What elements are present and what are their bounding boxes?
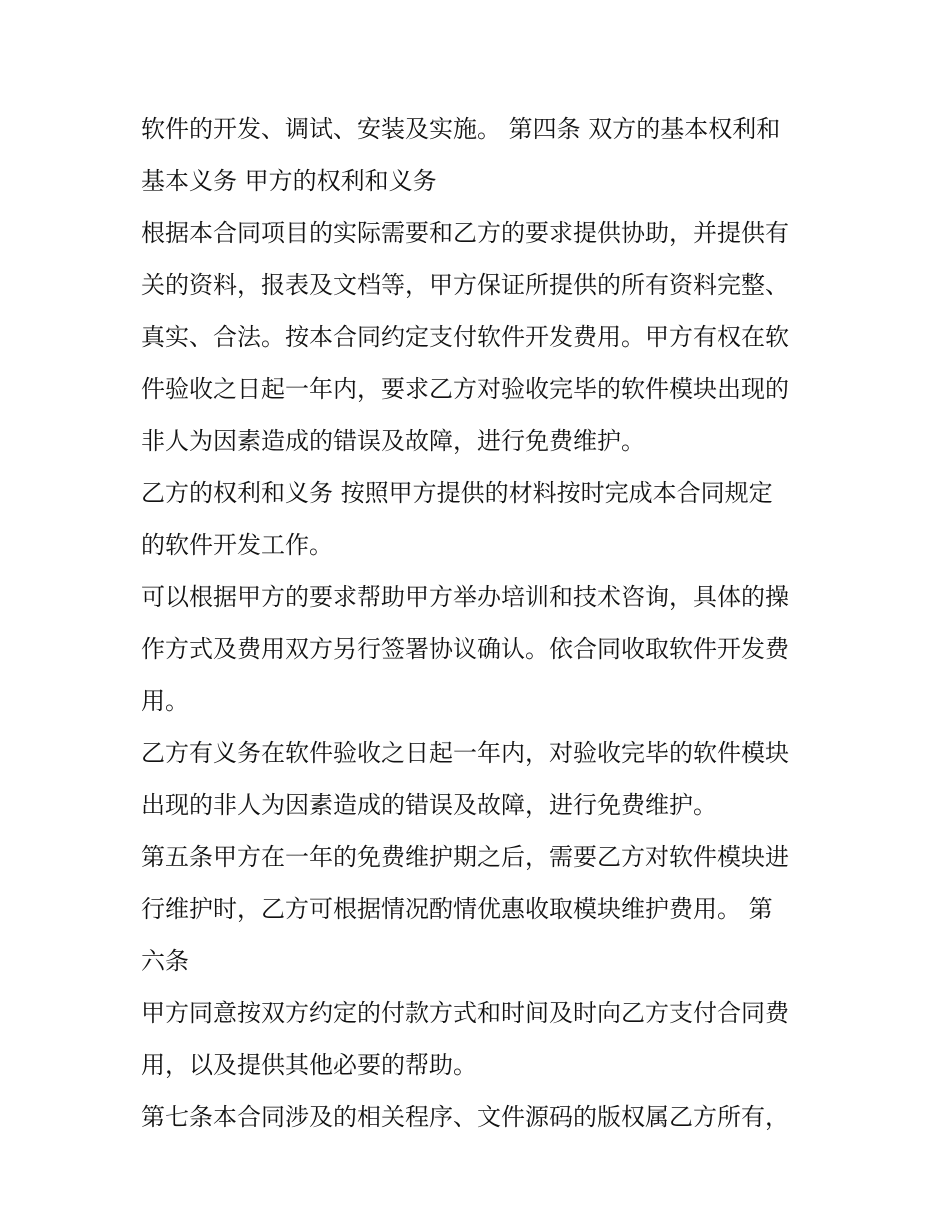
paragraph-4: [141, 571, 821, 727]
text-line: 根据本合同项目的实际需要和乙方的要求提供协助，并提供有: [141, 219, 789, 247]
text-line: 第七条本合同涉及的相关程序、文件源码的版权属乙方所有，: [141, 1103, 789, 1131]
paragraph-2: [141, 207, 821, 467]
text-line: 第五条甲方在一年的免费维护期之后，需要乙方对软件模块进: [141, 843, 789, 871]
text-line: 用。: [141, 687, 189, 715]
text-line: 件验收之日起一年内，要求乙方对验收完毕的软件模块出现的: [141, 375, 789, 403]
text-line: 关的资料，报表及文档等，甲方保证所提供的所有资料完整、: [141, 271, 789, 299]
paragraph-7: [141, 987, 821, 1091]
text-line: 甲方同意按双方约定的付款方式和时间及时向乙方支付合同费: [141, 999, 789, 1027]
text-line: 软件的开发、调试、安装及实施。 第四条 双方的基本权利和: [141, 115, 781, 143]
text-line: 基本义务 甲方的权利和义务: [141, 167, 437, 195]
text-line: 的软件开发工作。: [141, 531, 333, 559]
text-line: 可以根据甲方的要求帮助甲方举办培训和技术咨询，具体的操: [141, 583, 789, 611]
paragraph-8: [141, 1091, 821, 1143]
text-line: 六条: [141, 947, 189, 975]
paragraph-5: [141, 727, 821, 831]
text-line: 乙方有义务在软件验收之日起一年内，对验收完毕的软件模块: [141, 739, 789, 767]
document-body: [141, 103, 821, 1143]
text-line: 非人为因素造成的错误及故障，进行免费维护。: [141, 427, 645, 455]
text-line: 乙方的权利和义务 按照甲方提供的材料按时完成本合同规定: [141, 479, 773, 507]
paragraph-3: [141, 467, 821, 571]
text-line: 作方式及费用双方另行签署协议确认。依合同收取软件开发费: [141, 635, 789, 663]
text-line: 真实、合法。按本合同约定支付软件开发费用。甲方有权在软: [141, 323, 789, 351]
text-line: 出现的非人为因素造成的错误及故障，进行免费维护。: [141, 791, 717, 819]
paragraph-6: [141, 831, 821, 987]
paragraph-1: [141, 103, 821, 207]
text-line: 用，以及提供其他必要的帮助。: [141, 1051, 477, 1079]
text-line: 行维护时，乙方可根据情况酌情优惠收取模块维护费用。 第: [141, 895, 773, 923]
